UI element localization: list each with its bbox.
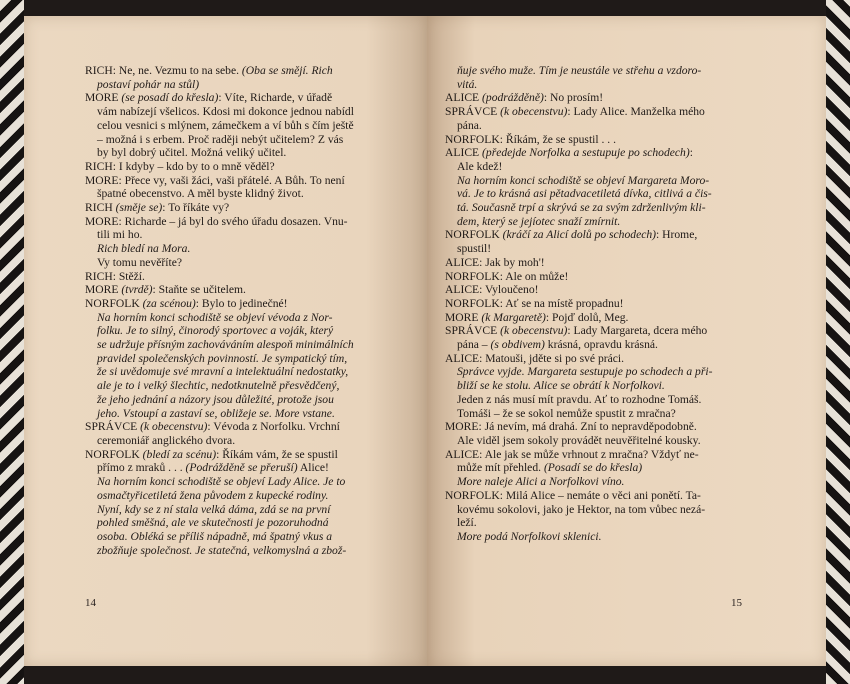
dialogue-text: : Lady Margareta, dcera mého xyxy=(567,324,708,338)
stage-direction: (k Margaretě) xyxy=(481,310,546,324)
dialogue-text: : Pojď dolů, Meg. xyxy=(545,310,629,324)
dialogue-text: : Vévoda z Norfolku. Vrchní xyxy=(207,420,340,434)
dialogue-text: RICH: I kdyby – kdo by to o mně věděl? xyxy=(85,159,275,173)
text-line xyxy=(85,503,405,517)
text-line xyxy=(85,379,405,393)
left-page-text xyxy=(85,64,405,557)
stage-direction: folku. Je to silný, činorodý sportovec a voják, který xyxy=(97,324,334,338)
text-line xyxy=(445,146,767,160)
dialogue-text: celou vesnici s mlýnem, zámečkem a ví bůh s čím ještě xyxy=(97,118,354,132)
right-page-number: 15 xyxy=(731,597,742,609)
stage-direction: Rich bledí na Mora. xyxy=(97,242,191,256)
dialogue-text: ALICE xyxy=(445,91,483,105)
text-line xyxy=(445,201,767,215)
dialogue-text: Alice! xyxy=(297,461,329,475)
dialogue-text: tili mi ho. xyxy=(97,228,143,242)
dialogue-text: RICH: Ne, ne. Vezmu to na sebe. xyxy=(85,64,242,77)
dialogue-text: MORE: Já nevím, má drahá. Zní to nepravděpodobně. xyxy=(445,420,697,434)
stage-direction: že si uvědomuje své mravní a intelektuální nedostatky, xyxy=(97,365,349,379)
stage-direction: ale je to i velký šlechtic, nedotknutelně přesvědčený, xyxy=(97,379,340,393)
dialogue-text: Tomáši – že se sokol nemůže spustit z mračna? xyxy=(457,406,676,420)
text-line xyxy=(445,503,767,517)
dialogue-text: SPRÁVCE xyxy=(445,324,501,338)
dialogue-text: NORFOLK: Říkám, že se spustil . . . xyxy=(445,132,617,146)
text-line xyxy=(445,174,767,188)
stage-direction: vá. Je to krásná asi pětadvacetiletá dívka, citlivá a čis- xyxy=(457,187,712,201)
dialogue-text: SPRÁVCE xyxy=(85,420,141,434)
text-line xyxy=(85,270,405,284)
left-page-number: 14 xyxy=(85,597,96,609)
stage-direction: (Podrážděně se přeruší) xyxy=(185,461,298,475)
stage-direction: (tvrdě) xyxy=(121,283,153,297)
text-line xyxy=(85,461,405,475)
dialogue-text: krásná, opravdu krásná. xyxy=(544,338,658,352)
dialogue-text: leží. xyxy=(457,516,477,530)
dialogue-text: ALICE: Jak by moh'! xyxy=(445,255,545,269)
dialogue-text: : Víte, Richarde, v úřadě xyxy=(218,91,333,105)
text-line xyxy=(445,78,767,92)
dialogue-text: MORE: Přece vy, vaši žáci, vaši přátelé. A Bůh. To není xyxy=(85,173,345,187)
stage-direction: pohled směšná, ale ve skutečnosti je pozoruhodná xyxy=(97,516,329,530)
dialogue-text: : No prosím! xyxy=(543,91,604,105)
text-line xyxy=(445,119,767,133)
text-line xyxy=(445,228,767,242)
text-line xyxy=(445,64,767,78)
stage-direction: bliží se ke stolu. Alice se obrátí k Norfolkovi. xyxy=(457,379,665,393)
stage-direction: (Oba se smějí. Rich xyxy=(241,64,333,77)
stage-direction: Na horním konci schodiště se objeví Margareta Moro- xyxy=(457,173,710,187)
text-line xyxy=(85,133,405,147)
dialogue-text: pána – xyxy=(457,338,491,352)
text-line xyxy=(85,475,405,489)
text-line xyxy=(445,448,767,462)
dialogue-text: Vy tomu nevěříte? xyxy=(97,255,182,269)
dialogue-text: RICH: Stěží. xyxy=(85,269,145,283)
text-line xyxy=(445,256,767,270)
text-line xyxy=(445,311,767,325)
stage-direction: (směje se) xyxy=(115,201,163,215)
text-line xyxy=(445,530,767,544)
text-line xyxy=(85,91,405,105)
text-line xyxy=(445,297,767,311)
text-line xyxy=(445,461,767,475)
stage-direction: Nyní, kdy se z ní stala velká dáma, zdá se na první xyxy=(97,502,331,516)
dialogue-text: : Bylo to jedinečné! xyxy=(195,296,288,310)
stage-direction: Na horním konci schodiště se objeví vévoda z Nor- xyxy=(97,310,333,324)
dialogue-text: může mít přehled. xyxy=(457,461,544,475)
stage-direction: (k obecenstvu) xyxy=(500,105,568,119)
text-line xyxy=(85,256,405,270)
text-line xyxy=(85,201,405,215)
dialogue-text: NORFOLK: Ať se na místě propadnu! xyxy=(445,296,624,310)
dialogue-text: Ale kdež! xyxy=(457,159,503,173)
text-line xyxy=(445,420,767,434)
dialogue-text: : Staňte se učitelem. xyxy=(152,283,246,297)
text-line xyxy=(85,78,405,92)
dialogue-text: NORFOLK xyxy=(445,228,503,242)
dialogue-text: ALICE: Matouši, jděte si po své práci. xyxy=(445,351,625,365)
dialogue-text: MORE xyxy=(445,310,482,324)
right-book-edge xyxy=(826,0,850,684)
text-line xyxy=(445,379,767,393)
stage-direction: (se posadí do křesla) xyxy=(121,91,219,105)
text-line xyxy=(85,297,405,311)
text-line xyxy=(445,91,767,105)
text-line xyxy=(445,393,767,407)
stage-direction: More naleje Alici a Norfolkovi víno. xyxy=(457,475,625,489)
stage-direction: osmačtyřicetiletá žena původem z kupecké rodiny. xyxy=(97,488,329,502)
dialogue-text: : Lady Alice. Manželka mého xyxy=(567,105,705,119)
dialogue-text: spustil! xyxy=(457,242,492,256)
dialogue-text: špatné obecenstvo. A měl byste klidný život. xyxy=(97,187,304,201)
stage-direction: ňuje svého muže. Tím je neustále ve střehu a vzdoro- xyxy=(457,64,702,77)
text-line xyxy=(85,338,405,352)
dialogue-text: NORFOLK: Ale on může! xyxy=(445,269,569,283)
text-line xyxy=(445,489,767,503)
text-line xyxy=(445,187,767,201)
text-line xyxy=(85,352,405,366)
dialogue-text: kovému sokolovi, jako je Hektor, na tom vůbec nezá- xyxy=(457,502,706,516)
text-line xyxy=(85,516,405,530)
dialogue-text: – možná i s erbem. Proč raději nebýt učitelem? Z vás xyxy=(97,132,344,146)
text-line xyxy=(445,516,767,530)
stage-direction: (kráčí za Alicí dolů po schodech) xyxy=(502,228,657,242)
stage-direction: (předejde Norfolka a sestupuje po schodech) xyxy=(482,146,690,160)
dialogue-text: RICH xyxy=(85,201,116,215)
dialogue-text: by byl dobrý učitel. Možná veliký učitel. xyxy=(97,146,287,160)
text-line xyxy=(85,324,405,338)
stage-direction: osoba. Obléká se příliš nápadně, má špatný vkus a xyxy=(97,529,333,543)
dialogue-text: MORE: Richarde – já byl do svého úřadu dosazen. Vnu- xyxy=(85,214,348,228)
stage-direction: postaví pohár na stůl) xyxy=(97,77,200,91)
right-page xyxy=(427,16,826,666)
dialogue-text: ALICE: Vyloučeno! xyxy=(445,283,539,297)
dialogue-text: : xyxy=(689,146,693,160)
stage-direction: (za scénou) xyxy=(142,296,196,310)
stage-direction: (k obecenstvu) xyxy=(500,324,568,338)
text-line xyxy=(445,324,767,338)
text-line xyxy=(85,544,405,558)
text-line xyxy=(445,407,767,421)
stage-direction: že jeho jednání a názory jsou důležité, protože jsou xyxy=(97,392,334,406)
dialogue-text: NORFOLK xyxy=(85,296,143,310)
text-line xyxy=(445,365,767,379)
text-line xyxy=(85,311,405,325)
text-line xyxy=(445,160,767,174)
stage-direction: vitá. xyxy=(457,77,478,91)
dialogue-text: NORFOLK xyxy=(85,447,143,461)
text-line xyxy=(445,242,767,256)
text-line xyxy=(85,228,405,242)
left-page xyxy=(24,16,427,666)
text-line xyxy=(85,489,405,503)
dialogue-text: ceremoniář anglického dvora. xyxy=(97,433,236,447)
text-line xyxy=(445,133,767,147)
right-page-text xyxy=(445,64,767,544)
text-line xyxy=(445,352,767,366)
stage-direction: tá. Současně trpí a skrývá se za svým zdrženlivým kli- xyxy=(457,201,706,215)
stage-direction: (bledí za scénu) xyxy=(142,447,217,461)
stage-direction: dem, který se jejíotec snaží zmírnit. xyxy=(457,214,621,228)
dialogue-text: vám nabízejí všelicos. Kdosi mi dokonce jednou nabídl xyxy=(97,105,354,119)
stage-direction: zbožňuje společnost. Je statečná, velkomyslná a zbož- xyxy=(97,543,347,557)
stage-direction: (Posadí se do křesla) xyxy=(543,461,643,475)
stage-direction: se udržuje přísným zachováváním alespoň minimálních xyxy=(97,338,354,352)
text-line xyxy=(85,242,405,256)
text-line xyxy=(445,283,767,297)
text-line xyxy=(85,365,405,379)
dialogue-text: : Hrome, xyxy=(656,228,698,242)
text-line xyxy=(85,393,405,407)
text-line xyxy=(85,448,405,462)
text-line xyxy=(85,119,405,133)
stage-direction: (k obecenstvu) xyxy=(140,420,208,434)
dialogue-text: MORE xyxy=(85,91,122,105)
dialogue-text: SPRÁVCE xyxy=(445,105,501,119)
text-line xyxy=(445,270,767,284)
dialogue-text: ALICE: Ale jak se může vrhnout z mračna? Vždyť ne- xyxy=(445,447,699,461)
text-line xyxy=(85,146,405,160)
text-line xyxy=(85,187,405,201)
dialogue-text: Ale viděl jsem sokoly provádět neuvěřitelné kousky. xyxy=(457,433,701,447)
text-line xyxy=(445,434,767,448)
stage-direction: Správce vyjde. Margareta sestupuje po schodech a při- xyxy=(457,365,713,379)
stage-direction: More podá Norfolkovi sklenici. xyxy=(457,529,602,543)
text-line xyxy=(85,105,405,119)
text-line xyxy=(445,105,767,119)
text-line xyxy=(85,215,405,229)
stage-direction: (podrážděně) xyxy=(482,91,544,105)
stage-direction: (s obdivem) xyxy=(490,338,545,352)
text-line xyxy=(85,420,405,434)
text-line xyxy=(85,530,405,544)
dialogue-text: ALICE xyxy=(445,146,483,160)
dialogue-text: Jeden z nás musí mít pravdu. Ať to rozhodne Tomáš. xyxy=(457,392,702,406)
text-line xyxy=(85,64,405,78)
text-line xyxy=(445,338,767,352)
text-line xyxy=(445,215,767,229)
dialogue-text: : Říkám vám, že se spustil xyxy=(216,447,338,461)
text-line xyxy=(85,407,405,421)
dialogue-text: NORFOLK: Milá Alice – nemáte o věci ani ponětí. Ta- xyxy=(445,488,701,502)
stage-direction: Na horním konci schodiště se objeví Lady Alice. Je to xyxy=(97,475,346,489)
text-line xyxy=(445,475,767,489)
text-line xyxy=(85,283,405,297)
dialogue-text: : To říkáte vy? xyxy=(162,201,230,215)
text-line xyxy=(85,174,405,188)
left-book-edge xyxy=(0,0,24,684)
stage-direction: pravidel společenských povinností. Je sympatický tím, xyxy=(97,351,348,365)
dialogue-text: pána. xyxy=(457,118,482,132)
stage-direction: jeho. Vstoupí a zastaví se, obližeje se. More vstane. xyxy=(97,406,335,420)
text-line xyxy=(85,160,405,174)
dialogue-text: MORE xyxy=(85,283,122,297)
dialogue-text: přímo z mraků . . . xyxy=(97,461,186,475)
text-line xyxy=(85,434,405,448)
